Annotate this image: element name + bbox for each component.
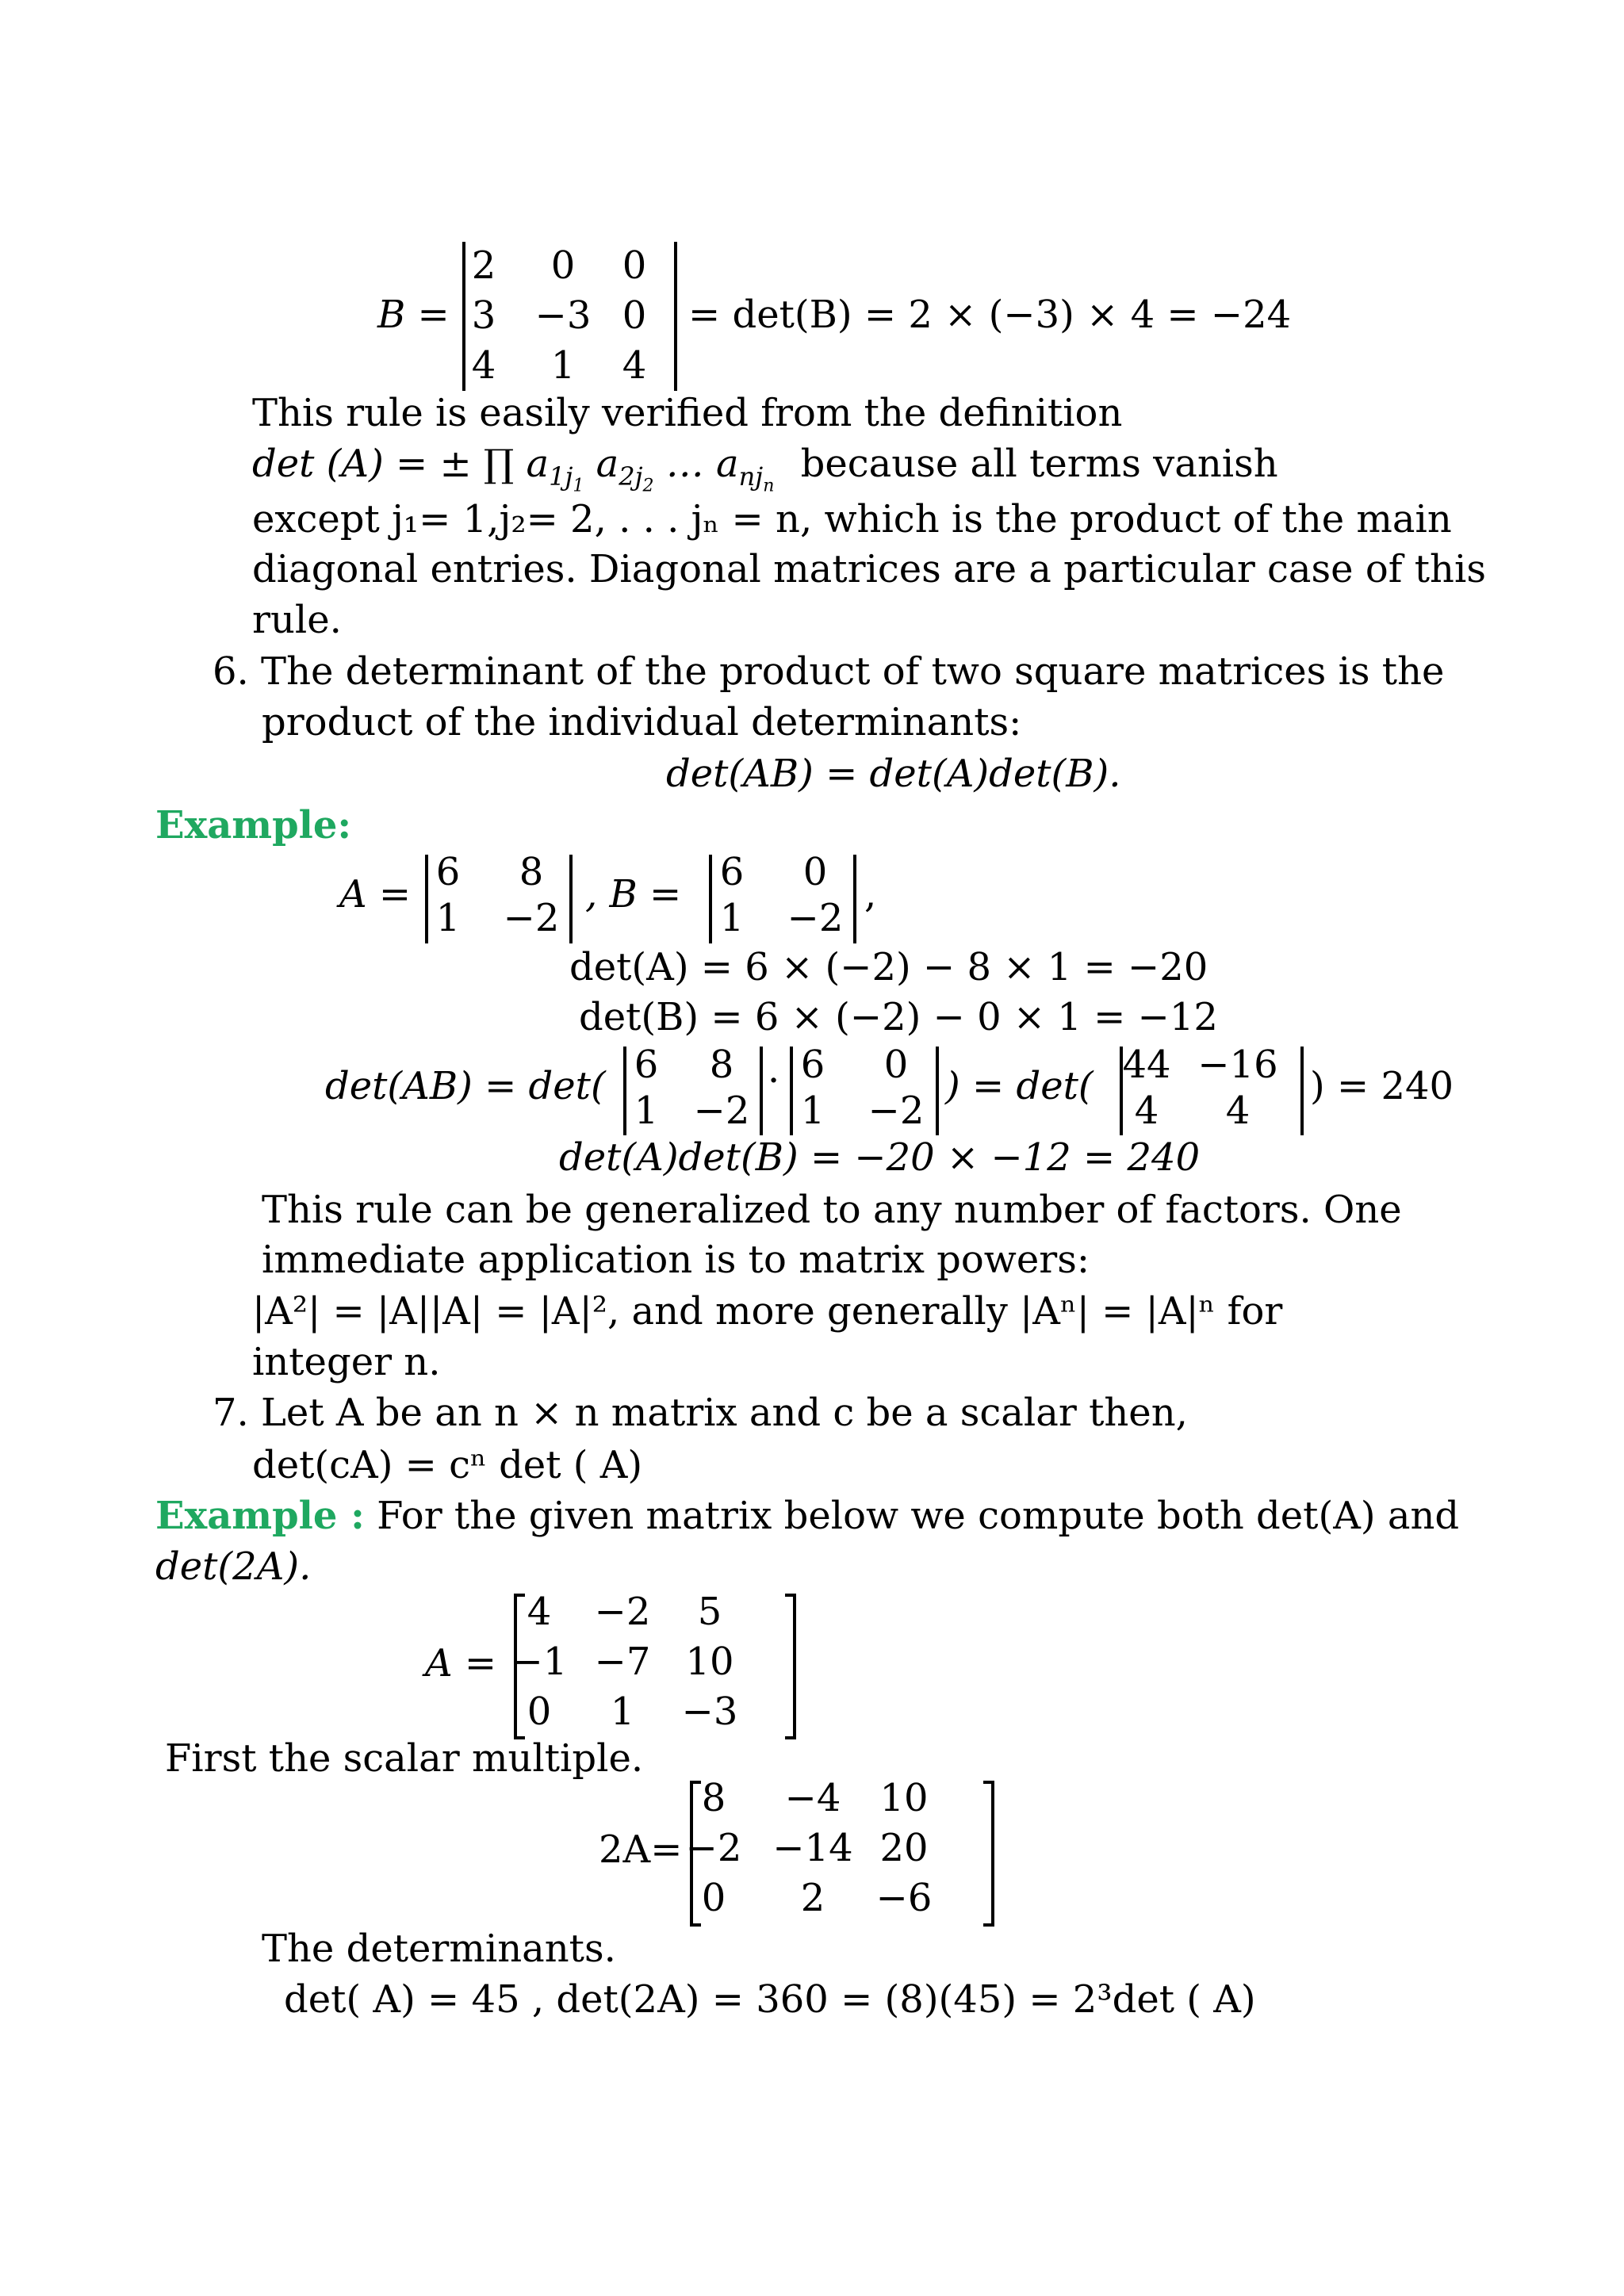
dot-operator: ·	[768, 1058, 780, 1103]
paragraph-line: This rule is easily verified from the definition	[252, 391, 1123, 435]
matrix-cell: 0	[802, 850, 828, 894]
det-bar-right	[853, 855, 856, 943]
paragraph-line: The determinants.	[262, 1927, 616, 1971]
bracket-right	[983, 1781, 994, 1927]
matrix-cell: 5	[697, 1590, 722, 1634]
matrix-cell: 10	[685, 1640, 734, 1684]
definition-formula: det (A) = ± ∏ a	[252, 442, 550, 486]
matrix-cell: −2	[594, 1590, 651, 1634]
det-bar-right	[569, 855, 573, 943]
det-a-line: det(A) = 6 × (−2) − 8 × 1 = −20	[569, 945, 1208, 989]
matrix-cell: 1	[550, 343, 576, 388]
paragraph-line: immediate application is to matrix powers:	[262, 1238, 1090, 1282]
matrix-a	[428, 848, 587, 943]
matrix-cell: 1	[800, 1089, 825, 1133]
matrix-cell: 4	[1225, 1089, 1251, 1133]
matrix-cell: 4	[622, 343, 647, 388]
matrix-cell: 1	[719, 896, 745, 940]
det-ab-rhs: ) = 240	[1310, 1064, 1454, 1108]
matrix-cell: 6	[800, 1043, 825, 1087]
matrix-cell: 2	[800, 1876, 825, 1920]
matrix-cell: 0	[883, 1043, 909, 1087]
matrix-cell: 4	[1134, 1089, 1159, 1133]
eq-a-lhs: A =	[425, 1641, 497, 1686]
paragraph-line: First the scalar multiple.	[165, 1736, 644, 1781]
matrix-b	[464, 242, 678, 392]
matrix-cell: 20	[879, 1826, 929, 1870]
matrix-cell: −1	[511, 1640, 568, 1684]
example-text: For the given matrix below we compute both det(A) and	[377, 1494, 1460, 1538]
matrix-cell: 1	[435, 896, 461, 940]
matrix-cell: 44	[1122, 1043, 1171, 1087]
paragraph-line: integer n.	[252, 1340, 441, 1384]
matrix-cell: 0	[701, 1876, 726, 1920]
matrix-cell: −6	[875, 1876, 933, 1920]
matrix-cell: −16	[1197, 1043, 1278, 1087]
eq-b-rhs: = det(B) = 2 × (−3) × 4 = −24	[688, 293, 1292, 337]
example-text-cont: det(2A).	[155, 1544, 312, 1589]
matrix-cell: 0	[622, 243, 647, 288]
matrix-cell: 3	[471, 293, 496, 338]
matrix-cell: 2	[471, 243, 496, 288]
matrix-cell: −2	[685, 1826, 742, 1870]
matrix-cell: −3	[534, 293, 592, 338]
matrix-cell: 8	[701, 1776, 726, 1820]
matrix-cell: −2	[503, 896, 560, 940]
matrix-cell: −2	[693, 1089, 750, 1133]
powers-line: |A²| = |A||A| = |A|², and more generally |Aⁿ| = |A|ⁿ for	[252, 1289, 1283, 1334]
paragraph-line: rule.	[252, 598, 342, 642]
matrix-cell: −14	[772, 1826, 853, 1870]
paragraph-line: This rule can be generalized to any number of factors. One	[262, 1188, 1402, 1232]
definition-text: because all terms vanish	[800, 442, 1278, 486]
rule-7-heading: 7. Let A be an n × n matrix and c be a scalar then,	[213, 1391, 1188, 1435]
det-bar-right	[1300, 1047, 1304, 1135]
matrix-ab	[1123, 1041, 1297, 1136]
matrix-cell: −7	[594, 1640, 651, 1684]
det-ab-lhs: det(AB) = det(	[325, 1064, 606, 1108]
matrix-a-3x3	[511, 1588, 793, 1739]
example-line	[155, 1492, 1459, 1540]
comma: ,	[864, 872, 877, 916]
product-formula: det(AB) = det(A)det(B).	[666, 752, 1121, 796]
matrix-cell: 6	[719, 850, 745, 894]
matrix-cell: −3	[681, 1689, 738, 1734]
matrix-cell: 0	[550, 243, 576, 288]
matrix-cell: −2	[868, 1089, 925, 1133]
det-b-line: det(B) = 6 × (−2) − 0 × 1 = −12	[579, 995, 1218, 1039]
matrix-cell: 0	[527, 1689, 552, 1734]
matrix-cell: 0	[622, 293, 647, 338]
bracket-right	[785, 1594, 796, 1739]
example-label: Example :	[155, 1494, 365, 1538]
matrix-cell: 1	[610, 1689, 635, 1734]
example-label: Example:	[155, 803, 352, 848]
matrix-cell: 4	[471, 343, 496, 388]
rule-6-heading: 6. The determinant of the product of two square matrices is the	[213, 649, 1445, 694]
matrix-cell: 4	[527, 1590, 552, 1634]
matrix-cell: 8	[709, 1043, 734, 1087]
matrix-cell: 10	[879, 1776, 929, 1820]
matrix-cell: −4	[784, 1776, 841, 1820]
final-equation: det( A) = 45 , det(2A) = 360 = (8)(45) = 2³det ( A)	[284, 1977, 1256, 2022]
det-bar-right	[760, 1047, 763, 1135]
scalar-formula: det(cA) = cⁿ det ( A)	[252, 1443, 643, 1487]
matrix-b2	[712, 848, 871, 943]
det-ab-mid: ) = det(	[945, 1064, 1094, 1108]
det-a-det-b-line: det(A)det(B) = −20 × −12 = 240	[559, 1135, 1201, 1180]
eq-2a-lhs: 2A=	[599, 1827, 683, 1872]
eq-b-lhs: B =	[377, 293, 450, 337]
eq-b-lhs: , B =	[585, 872, 682, 916]
matrix-cell: −2	[787, 896, 844, 940]
eq-a-lhs: A =	[339, 872, 412, 916]
paragraph-line: except j₁= 1,j₂= 2, . . . jₙ = n, which is the product of the main	[252, 497, 1452, 541]
paragraph-line: diagonal entries. Diagonal matrices are a particular case of this	[252, 547, 1486, 591]
det-bar-right	[936, 1047, 939, 1135]
det-bar-right	[674, 242, 677, 391]
matrix-b-inline	[793, 1041, 952, 1136]
matrix-2a	[685, 1774, 991, 1925]
matrix-cell: 8	[519, 850, 544, 894]
matrix-cell: 6	[435, 850, 461, 894]
paragraph-line: product of the individual determinants:	[262, 700, 1022, 744]
matrix-cell: 1	[634, 1089, 659, 1133]
matrix-cell: 6	[634, 1043, 659, 1087]
definition-line: det (A) = ± ∏ $a_{1j_1}$ $a_{2j_2}$ … $a_{nj_n}$ because all terms vanish	[252, 442, 1278, 496]
